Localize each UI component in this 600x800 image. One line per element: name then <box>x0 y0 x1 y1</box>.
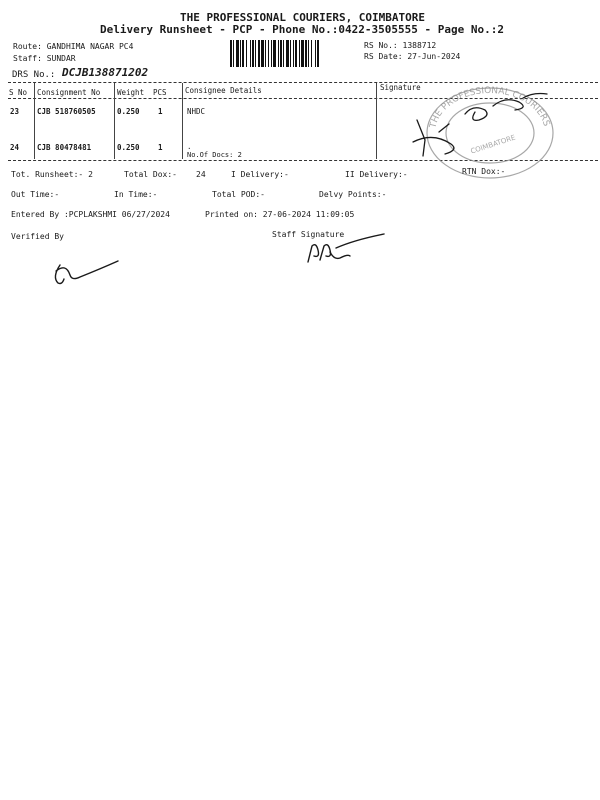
total-dox-label: Total Dox:- <box>124 170 177 179</box>
row-consignee: . <box>187 142 192 151</box>
out-time: Out Time:- <box>11 190 60 199</box>
row-sno: 24 <box>10 143 20 152</box>
total-pod: Total POD:- <box>212 190 265 199</box>
staff-label: Staff: SUNDAR <box>13 54 76 63</box>
row-weight: 0.250 <box>117 107 140 116</box>
tot-runsheet: Tot. Runsheet:- 2 <box>11 170 93 179</box>
company-title: THE PROFESSIONAL COURIERS, COIMBATORE <box>180 11 426 24</box>
row-sno: 23 <box>10 107 20 116</box>
barcode-bar <box>319 40 320 67</box>
delvy-points: Delvy Points:- <box>319 190 387 199</box>
drs-number-label: DRS No.: <box>12 70 56 80</box>
header-weight: Weight <box>117 88 145 97</box>
staff-signature-label: Staff Signature <box>272 230 345 239</box>
header-sno: S No <box>9 88 28 97</box>
in-time: In Time:- <box>114 190 158 199</box>
header-pcs: PCS <box>153 88 167 97</box>
route-label: Route: GANDHIMA NAGAR PC4 <box>13 42 134 51</box>
receiver-signature <box>405 82 565 162</box>
column-divider <box>114 83 115 159</box>
drs-number-value: DCJB138871202 <box>62 66 149 79</box>
printed-on: Printed on: 27-06-2024 11:09:05 <box>205 210 355 219</box>
header-signature: Signature <box>380 83 421 92</box>
row-pcs: 1 <box>158 143 163 152</box>
row-consignment: CJB 518760505 <box>37 107 96 116</box>
rs-number: RS No.: 1388712 <box>364 41 437 50</box>
entered-by: Entered By :PCPLAKSHMI 06/27/2024 <box>11 210 170 219</box>
staff-signature <box>302 232 392 272</box>
column-divider <box>376 83 377 159</box>
runsheet-barcode <box>230 40 358 67</box>
total-dox-value: 24 <box>196 170 206 179</box>
stamp-outer-text: THE PROFESSIONAL COURIERS <box>428 85 552 130</box>
column-divider <box>34 83 35 159</box>
row-pcs: 1 <box>158 107 163 116</box>
row-consignment: CJB 80478481 <box>37 143 92 152</box>
stamp-inner-text: COIMBATORE <box>469 133 517 156</box>
row-weight: 0.250 <box>117 143 140 152</box>
document-title: Delivery Runsheet - PCP - Phone No.:0422-3505555 - Page No.:2 <box>100 23 504 36</box>
row-consignee-extra: No.Of Docs: 2 <box>187 151 242 159</box>
row-consignee: NHDC <box>187 107 206 116</box>
header-consignment: Consignment No <box>37 88 101 97</box>
column-divider <box>182 83 183 159</box>
rs-date: RS Date: 27-Jun-2024 <box>364 52 461 61</box>
verified-by-label: Verified By <box>11 232 64 241</box>
header-consignee: Consignee Details <box>185 86 262 95</box>
verifier-signature <box>50 255 130 295</box>
rtn-dox: RTN Dox:- <box>462 167 506 176</box>
i-delivery: I Delivery:- <box>231 170 289 179</box>
ii-delivery: II Delivery:- <box>345 170 408 179</box>
